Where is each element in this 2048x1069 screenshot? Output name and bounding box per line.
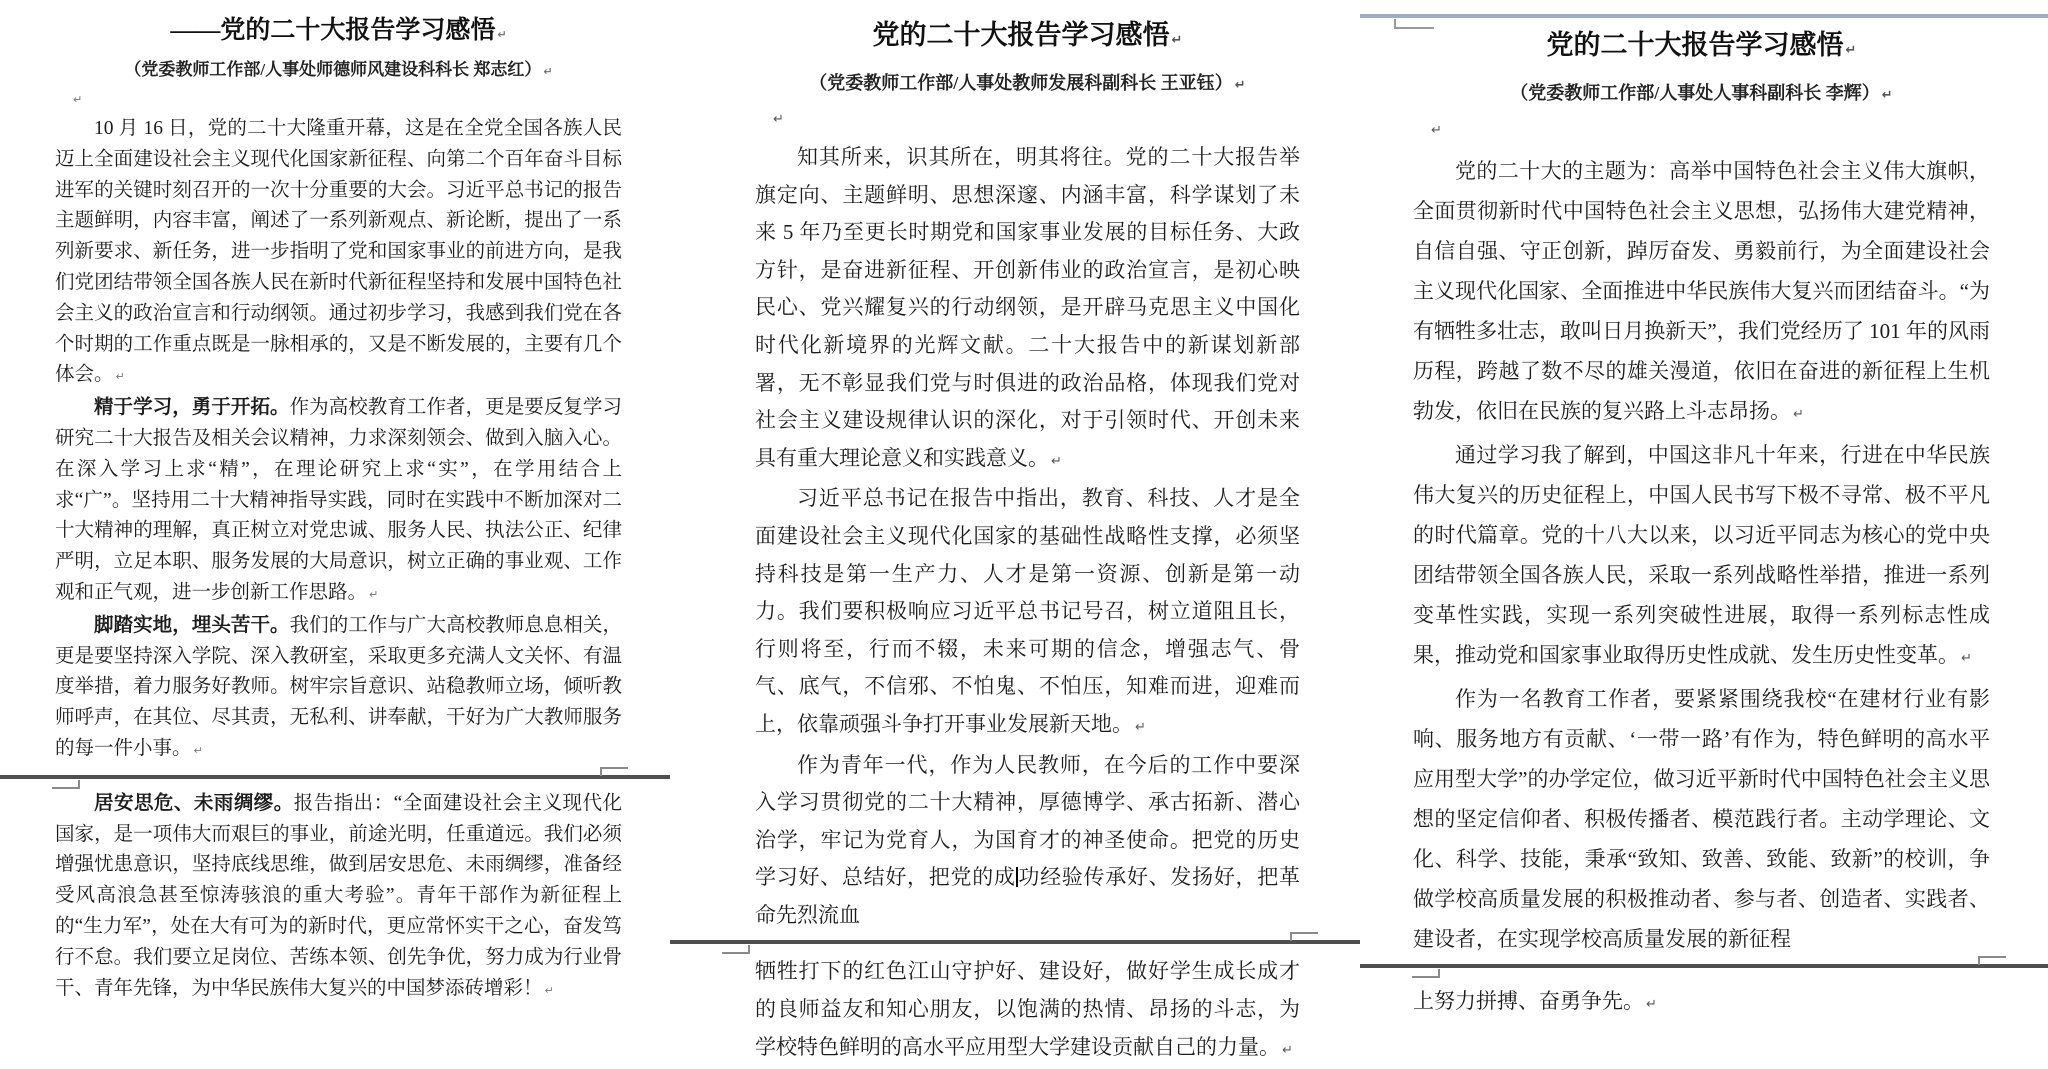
paragraph[interactable]: 10 月 16 日，党的二十大隆重开幕，这是在全党全国各族人民迈上全面建设社会主义现代化国家新征程、向第二个百年奋斗目标进军的关键时刻召开的一次十分重要的大会。习近平总书记的报告主题鲜明，内容丰富，阐述了一系列新观点、新论断，提出了一系列新要求、新任务，进一步指明了党和国家事业的前进方向，是我们党团结带领全国各族人民在新时代新征程坚持和发展中国特色社会主义的政治宣言和行动纲领。通过初步学习，我感到我们党在各个时期的工作重点既是一脉相承的，又是不断发展的，主要有几个体会。 ↵ (55, 118, 622, 386)
return-mark-icon: ↵ (193, 743, 203, 757)
page-separator (0, 775, 670, 779)
doc-byline[interactable]: （党委教师工作部/人事处教师发展科副科长 王亚钰） ↵ (809, 73, 1246, 93)
return-mark-icon: ↵ (1793, 407, 1804, 422)
document-page-2 (670, 0, 1360, 1059)
paragraph[interactable]: 精于学习，勇于开拓。作为高校教育工作者，更是要反复学习研究二十大报告及相关会议精神，力求深刻领会、做到入脑入心。在深入学习上求“精”，在理论研究上求“实”，在学用结合上求“广”。坚持用二十大精神指导实践，同时在实践中不断加深对二十大精神的理解，真正树立对党忠诚、服务人民、执法公正、纪律严明，立足本职、服务发展的大局意识，树立正确的事业观、工作观和正气观，进一步创新工作思路。 ↵ (55, 397, 622, 603)
doc-byline[interactable]: （党委教师工作部/人事处人事科副科长 李辉） ↵ (1510, 83, 1893, 103)
return-mark-icon: ↵ (497, 28, 507, 41)
empty-paragraph[interactable] (1413, 109, 1990, 151)
paragraph[interactable]: 党的二十大的主题为：高举中国特色社会主义伟大旗帜，全面贯彻新时代中国特色社会主义思想，弘扬伟大建党精神，自信自强、守正创新，踔厉奋发、勇毅前行，为全面建设社会主义现代化国家、全面推进中华民族伟大复兴而团结奋斗。“为有牺牲多壮志，敢叫日月换新天”，我们党经历了 101 年的风雨历程，跨越了数不尽的雄关漫道，依旧在奋进的新征程上生机勃发，依旧在民族的复兴路上斗志昂扬。 ↵ (1413, 159, 1990, 423)
return-mark-icon: ↵ (1961, 651, 1972, 666)
paragraph[interactable]: 习近平总书记在报告中指出，教育、科技、人才是全面建设社会主义现代化国家的基础性战略性支撑，必须坚持科技是第一生产力、人才是第一资源、创新是第一动力。我们要积极响应习近平总书记号召，树立道阻且长，行则将至，行而不辍，未来可期的信念，增强志气、骨气、底气，不信邪、不怕鬼、不怕压，知难而进，迎难而上，依靠顽强斗争打开事业发展新天地。 ↵ (755, 486, 1300, 736)
return-mark-icon: ↵ (1282, 1042, 1293, 1058)
document-page-1 (0, 0, 670, 1024)
return-mark-icon: ↵ (1051, 453, 1062, 469)
page-title[interactable]: 党的二十大报告学习感悟 ↵ (872, 20, 1183, 50)
return-mark-icon: ↵ (369, 587, 379, 601)
return-mark-icon: ↵ (1234, 78, 1246, 93)
return-mark-icon: ↵ (1845, 43, 1857, 58)
return-mark-icon: ↵ (73, 93, 83, 106)
return-mark-icon: ↵ (544, 983, 554, 997)
paragraph-continuation[interactable]: 上努力拼搏、奋勇争先。 ↵ (1413, 989, 1657, 1013)
document-page-3 (1360, 0, 2048, 1024)
paragraph[interactable]: 作为一名教育工作者，要紧紧围绕我校“在建材行业有影响、服务地方有贡献、‘一带一路’有作为，特色鲜明的高水平应用型大学”的办学定位，做习近平新时代中国特色社会主义思想的坚定信仰者、积极传播者、模范践行者。主动学理论、文化、科学、技能，秉承“致知、致善、致能、致新”的校训，争做学校高质量发展的积极推动者、参与者、创造者、实践者、建设者，在实现学校高质量发展的新征程 (1413, 687, 1990, 951)
paragraph[interactable]: 脚踏实地，埋头苦干。我们的工作与广大高校教师息息相关，更是要坚持深入学院、深入教研室，采取更多充满人文关怀、有温度举措，着力服务好教师。树牢宗旨意识、站稳教师立场，倾听教师呼声，在其位、尽其责，无私利、讲奉献，干好为广大教师服务的每一件小事。 ↵ (55, 614, 622, 759)
paragraph-continuation[interactable]: 牺牲打下的红色江山守护好、建设好，做好学生成长成才的良师益友和知心朋友，以饱满的热情、昂扬的斗志，为学校特色鲜明的高水平应用型大学建设贡献自己的力量。 ↵ (755, 959, 1300, 1059)
paragraph[interactable]: 居安思危、未雨绸缪。报告指出：“全面建设社会主义现代化国家，是一项伟大而艰巨的事业，前途光明，任重道远。我们必须增强忧患意识，坚持底线思维，做到居安思危、未雨绸缪，准备经受风高浪急甚至惊涛骇浪的重大考验”。青年干部作为新征程上的“生力军”，处在大有可为的新时代，更应常怀实干之心，奋发笃行不怠。我们要立足岗位、苦练本领、创先争优，努力成为行业骨干、青年先锋，为中华民族伟大复兴的中国梦添砖增彩！ ↵ (55, 792, 622, 999)
page-separator (1360, 964, 2048, 968)
empty-paragraph[interactable] (755, 99, 1300, 139)
return-mark-icon: ↵ (1171, 33, 1183, 48)
doc-byline[interactable]: （党委教师工作部/人事处师德师风建设科科长 郑志红） ↵ (124, 60, 553, 79)
paragraph-lead: 精于学习，勇于开拓。 (94, 397, 290, 419)
return-mark-icon: ↵ (1135, 719, 1146, 735)
paragraph-lead: 脚踏实地，埋头苦干。 (94, 614, 290, 636)
return-mark-icon: ↵ (1431, 123, 1442, 138)
paragraph[interactable]: 知其所来，识其所在，明其将往。党的二十大报告举旗定向、主题鲜明、思想深邃、内涵丰富，科学谋划了未来 5 年乃至更长时期党和国家事业发展的目标任务、大政方针，是奋进新征程、开创新伟业的政治宣言，是初心映民心、党兴耀复兴的行动纲领，是开辟马克思主义中国化时代化新境界的光辉文献。二十大报告中的新谋划新部署，无不彰显我们党与时俱进的政治品格，体现我们党对社会主义建设规律认识的深化，对于引领时代、开创未来具有重大理论意义和实践意义。 ↵ (755, 145, 1300, 470)
page-top-boundary (1360, 14, 2048, 18)
page-separator (670, 940, 1360, 944)
return-mark-icon: ↵ (1646, 997, 1657, 1012)
paragraph[interactable]: 作为青年一代，作为人民教师，在今后的工作中要深入学习贯彻党的二十大精神，厚德博学、承古拓新、潜心治学，牢记为党育人，为国育才的神圣使命。把党的历史学习好、总结好，把党的成功经验传承好、发扬好，把革命先烈流血 (755, 752, 1300, 927)
empty-paragraph[interactable] (55, 84, 622, 114)
paragraph-lead: 居安思危、未雨绸缪。 (94, 792, 294, 814)
return-mark-icon: ↵ (115, 370, 125, 384)
return-mark-icon: ↵ (773, 112, 784, 127)
page-title[interactable]: ——党的二十大报告学习感悟 ↵ (170, 17, 507, 44)
page-title[interactable]: 党的二十大报告学习感悟 ↵ (1546, 30, 1857, 60)
return-mark-icon: ↵ (1881, 88, 1893, 103)
paragraph[interactable]: 通过学习我了解到，中国这非凡十年来，行进在中华民族伟大复兴的历史征程上，中国人民书写下极不寻常、极不平凡的时代篇章。党的十八大以来，以习近平同志为核心的党中央团结带领全国各族人民，采取一系列战略性举措，推进一系列变革性实践，实现一系列突破性进展，取得一系列标志性成果，推动党和国家事业取得历史性成就、发生历史性变革。 ↵ (1413, 443, 1990, 667)
return-mark-icon: ↵ (543, 65, 553, 78)
